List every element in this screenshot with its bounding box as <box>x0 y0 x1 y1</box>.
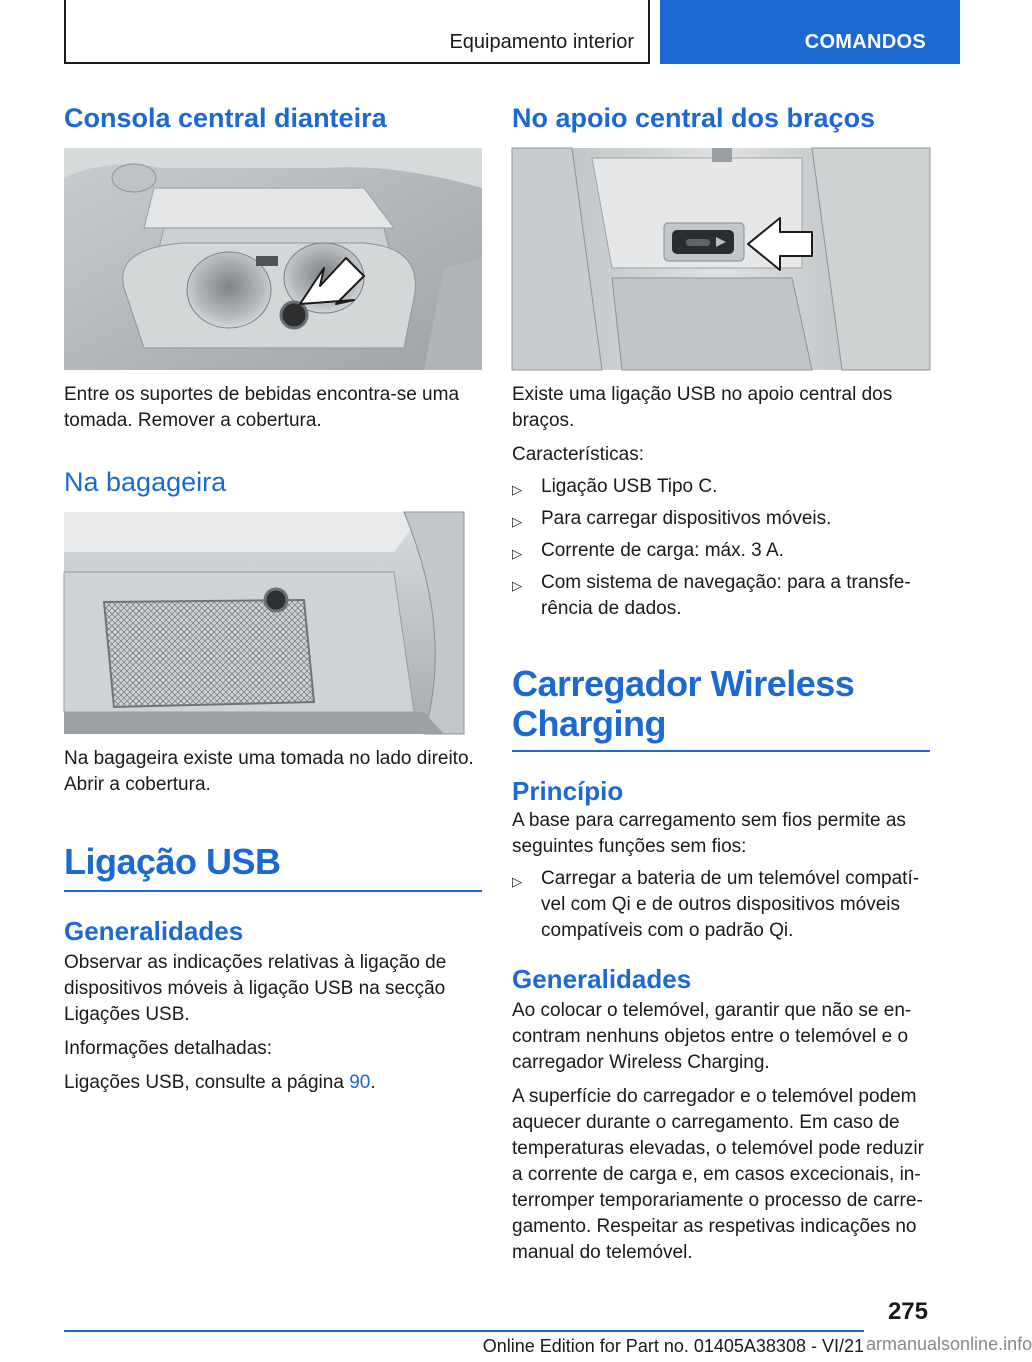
header-divider <box>648 0 650 64</box>
section-title-wireless-charging: Carregador Wireless Charging <box>512 663 855 744</box>
paragraph-usb-notes: Observar as indicações relativas à ligação de dispositivos móveis à ligação USB na secção Ligações USB. <box>64 952 447 1025</box>
list-item-text: Carregar a bateria de um telemóvel compatível com Qi e de outros dispositivos móveis compatíveis com o padrão Qi. <box>541 868 920 941</box>
features-label: Características: <box>512 444 644 465</box>
watermark: armanualsonline.info <box>866 1334 1032 1354</box>
triangle-right-outline-icon: ▷ <box>512 874 522 889</box>
triangle-right-outline-icon: ▷ <box>512 546 522 561</box>
reference-suffix: . <box>370 1072 376 1093</box>
paragraph-front-console: Entre os suportes de bebidas encontra-se uma tomada. Remover a cobertura. <box>64 384 460 431</box>
paragraph-principle: A base para carregamento sem fios permite as seguintes funções sem fios: <box>512 810 906 857</box>
left-column <box>64 96 482 1096</box>
subsection-title-principle: Princípio <box>512 776 624 806</box>
paragraph-wireless-placement: Ao colocar o telemóvel, garantir que não se encontram nenhuns objetos entre o telemóvel e o carregador Wireless Charging. <box>512 1000 912 1073</box>
paragraph-usb-reference <box>64 1070 482 1096</box>
page-reference-link[interactable]: 90 <box>349 1072 371 1093</box>
reference-text: Ligações USB, consulte a página <box>64 1072 350 1093</box>
triangle-right-outline-icon: ▷ <box>512 578 522 593</box>
photo-luggage-compartment <box>64 512 464 734</box>
list-item-text: Para carregar dispositivos móveis. <box>541 508 832 529</box>
principle-list <box>512 866 930 944</box>
section-rule-usb <box>64 890 482 892</box>
section-title-luggage: Na bagageira <box>64 467 227 497</box>
triangle-right-outline-icon: ▷ <box>512 514 522 529</box>
paragraph-luggage: Na bagageira existe uma tomada no lado direito. Abrir a cobertura. <box>64 748 474 795</box>
page-number: 275 <box>887 1298 928 1325</box>
list-item <box>512 506 930 532</box>
list-item <box>512 570 930 622</box>
footer-edition: Online Edition for Part no. 01405A38308 - VI/21 <box>482 1336 864 1356</box>
subsection-title-generalities-wireless: Generalidades <box>512 964 692 994</box>
subsection-title-generalities-usb: Generalidades <box>64 916 244 946</box>
section-title-usb: Ligação USB <box>64 841 281 882</box>
list-item-text: Ligação USB Tipo C. <box>541 476 718 497</box>
list-item <box>512 866 930 944</box>
footer-rule <box>64 1330 864 1332</box>
paragraph-wireless-heat: A superfície do carregador e o telemóvel podem aquecer durante o carregamento. Em caso de temperaturas elevadas, o telemóvel pode reduzir a corrente de carga e, em casos excecionais, interromper temporariamente o processo de carregamento. Respeitar as respetivas indicações no manual do telemóvel. <box>512 1086 924 1263</box>
header-chapter-tab[interactable]: COMANDOS <box>660 0 960 64</box>
triangle-right-outline-icon: ▷ <box>512 482 522 497</box>
section-rule-wireless <box>512 750 930 752</box>
header-section-title: Equipamento interior <box>449 31 634 53</box>
list-item-text: Corrente de carga: máx. 3 A. <box>541 540 784 561</box>
photo-front-console <box>64 148 482 370</box>
photo-armrest-usb <box>512 148 930 370</box>
list-item <box>512 538 930 564</box>
list-item-text: Com sistema de navegação: para a transferência de dados. <box>541 572 911 619</box>
list-item <box>512 474 930 500</box>
section-title-armrest: No apoio central dos braços <box>512 103 876 133</box>
features-list <box>512 474 930 622</box>
paragraph-details-label: Informações detalhadas: <box>64 1038 273 1059</box>
section-title-front-console: Consola central dianteira <box>64 103 387 133</box>
right-column <box>512 96 930 1266</box>
paragraph-armrest: Existe uma ligação USB no apoio central dos braços. <box>512 384 893 431</box>
header-bottom-border <box>64 62 650 64</box>
